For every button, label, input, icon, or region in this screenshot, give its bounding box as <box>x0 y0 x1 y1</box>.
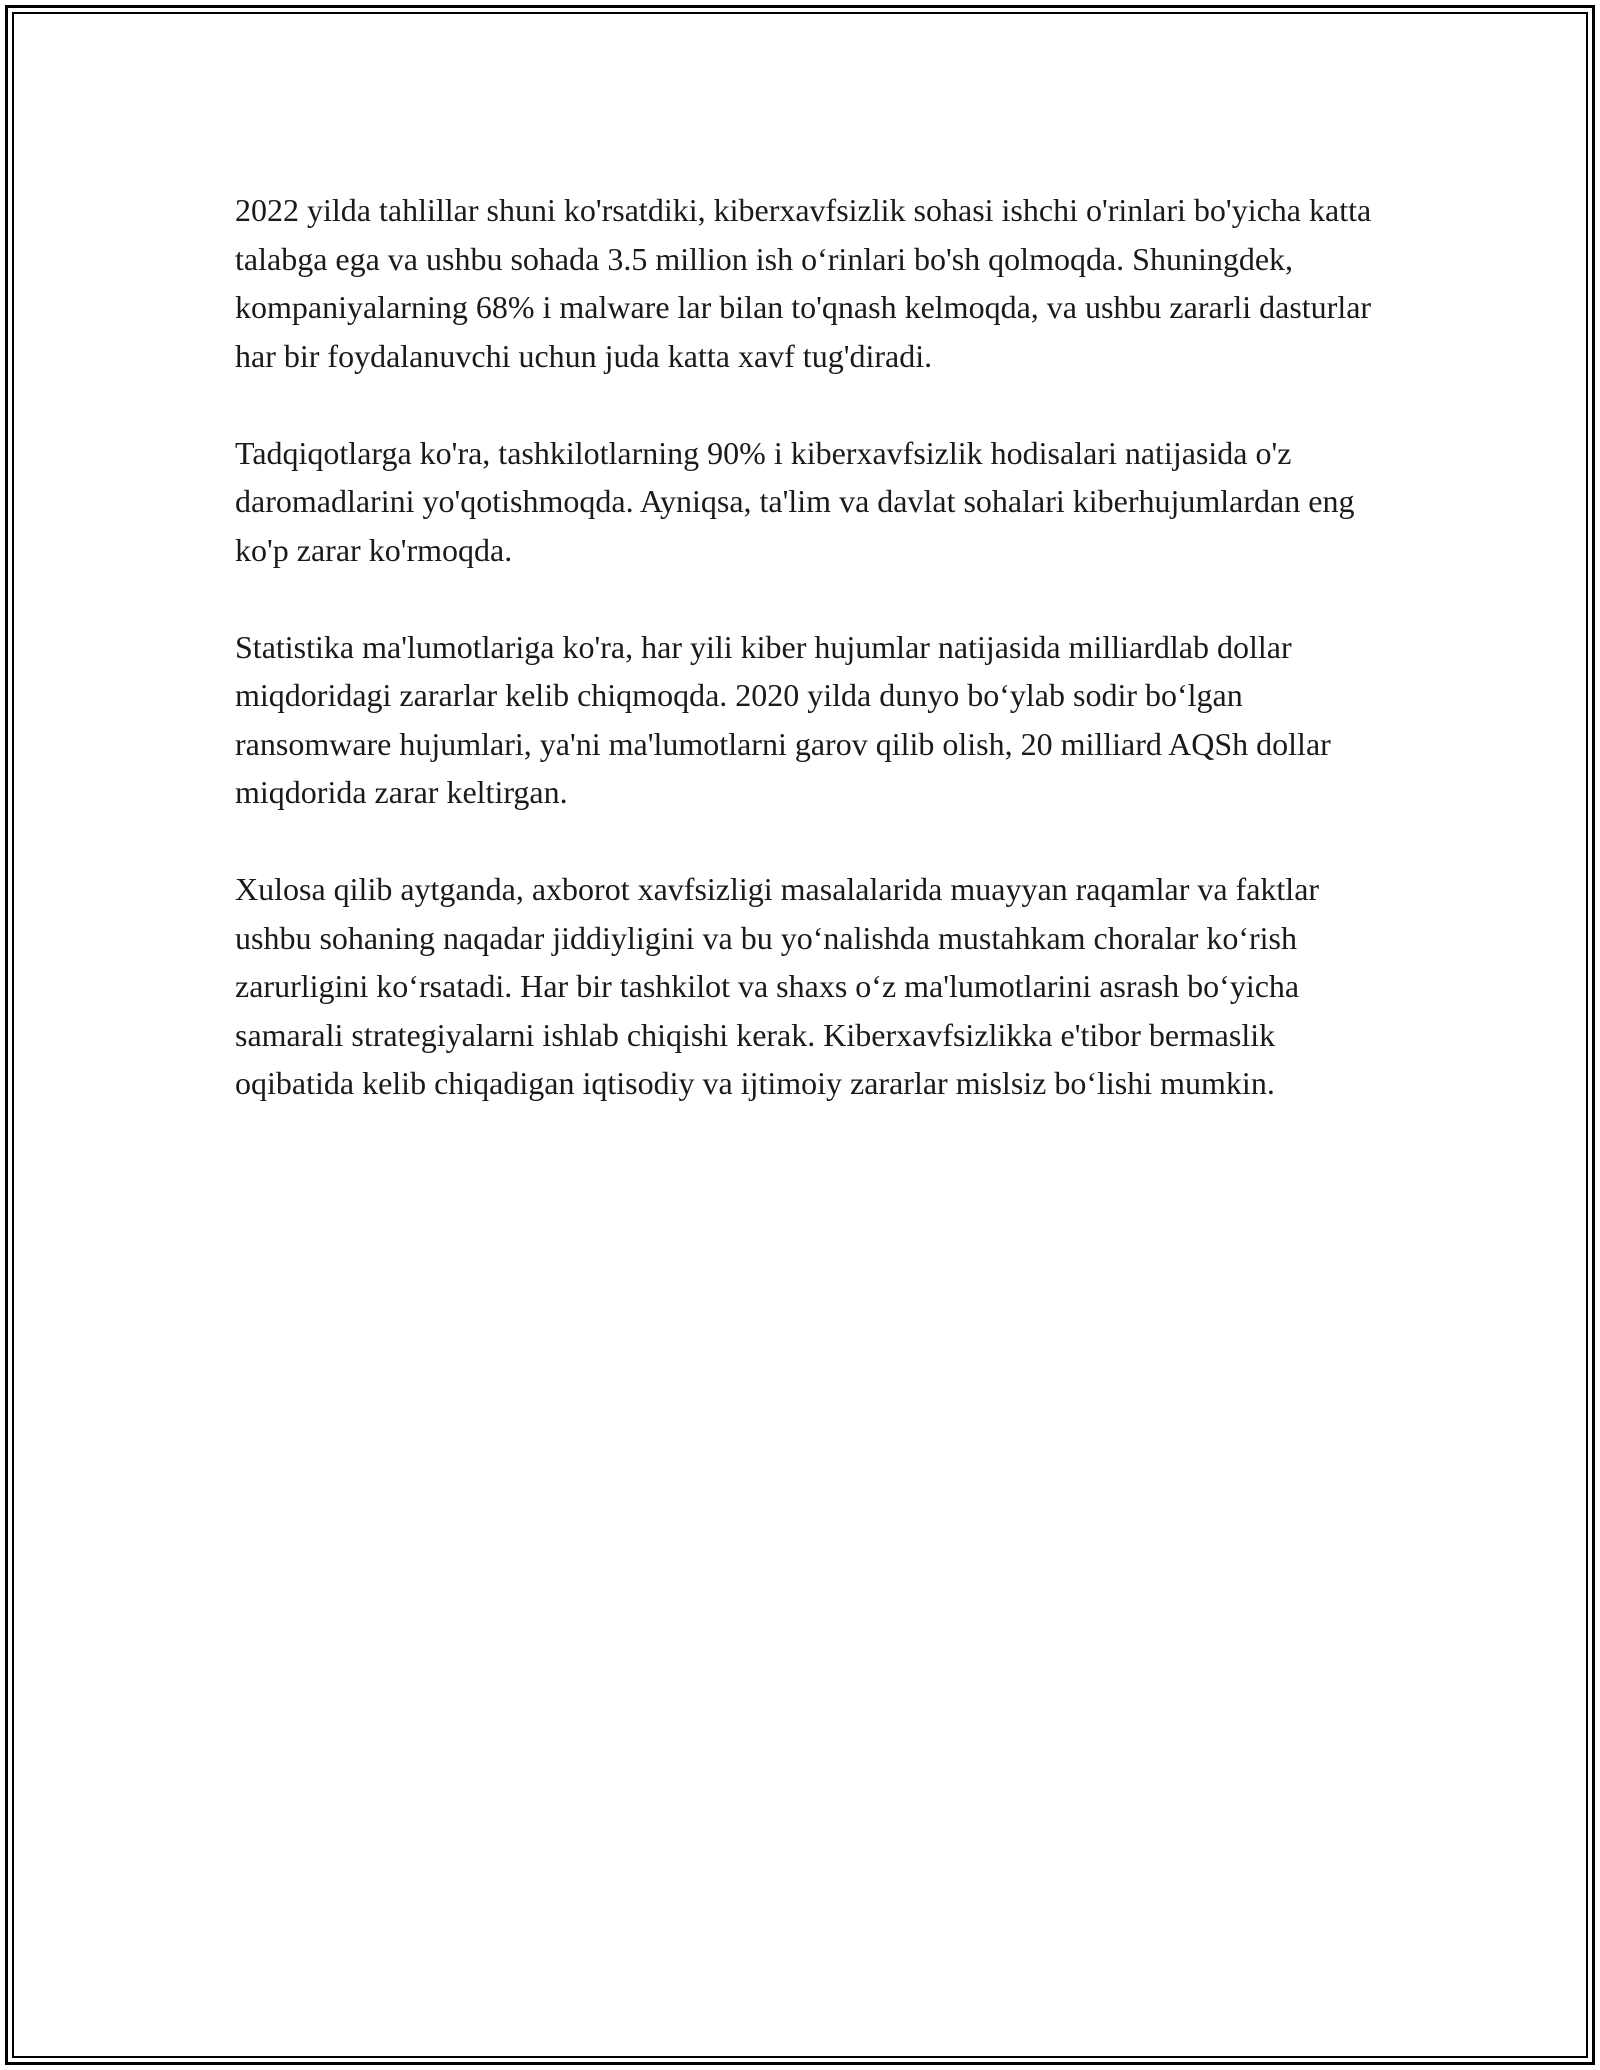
document-body <box>235 186 1375 1156</box>
paragraph-job-demand: 2022 yilda tahlillar shuni ko'rsatdiki, kiberxavfsizlik sohasi ishchi o'rinlari bo'yicha katta talabga ega va ushbu sohada 3.5 million ish o‘rinlari bo'sh qolmoqda. Shuningdek, kompaniyalarning 68% i malware lar bilan to'qnash kelmoqda, va ushbu zararli dasturlar har bir foydalanuvchi uchun juda katta xavf tug'diradi. <box>235 192 1372 374</box>
paragraph-revenue-loss: Tadqiqotlarga ko'ra, tashkilotlarning 90% i kiberxavfsizlik hodisalari natijasida o'z daromadlarini yo'qotishmoqda. Ayniqsa, ta'lim va davlat sohalari kiberhujumlardan eng ko'p zarar ko'rmoqda. <box>235 434 1355 568</box>
paragraph-ransomware-damage: Statistika ma'lumotlariga ko'ra, har yili kiber hujumlar natijasida milliardlab dollar miqdoridagi zararlar kelib chiqmoqda. 2020 yilda dunyo bo‘ylab sodir bo‘lgan ransomware hujumlari, ya'ni ma'lumotlarni garov qilib olish, 20 milliard AQSh dollar miqdorida zarar keltirgan. <box>235 628 1331 810</box>
paragraph-conclusion: Xulosa qilib aytganda, axborot xavfsizligi masalalarida muayyan raqamlar va faktlar ushbu sohaning naqadar jiddiyligini va bu yo‘nalishda mustahkam choralar ko‘rish zarurligini ko‘rsatadi. Har bir tashkilot va shaxs o‘z ma'lumotlarini asrash bo‘yicha samarali strategiyalarni ishlab chiqishi kerak. Kiberxavfsizlikka e'tibor bermaslik oqibatida kelib chiqadigan iqtisodiy va ijtimoiy zararlar mislsiz bo‘lishi mumkin. <box>235 871 1320 1101</box>
